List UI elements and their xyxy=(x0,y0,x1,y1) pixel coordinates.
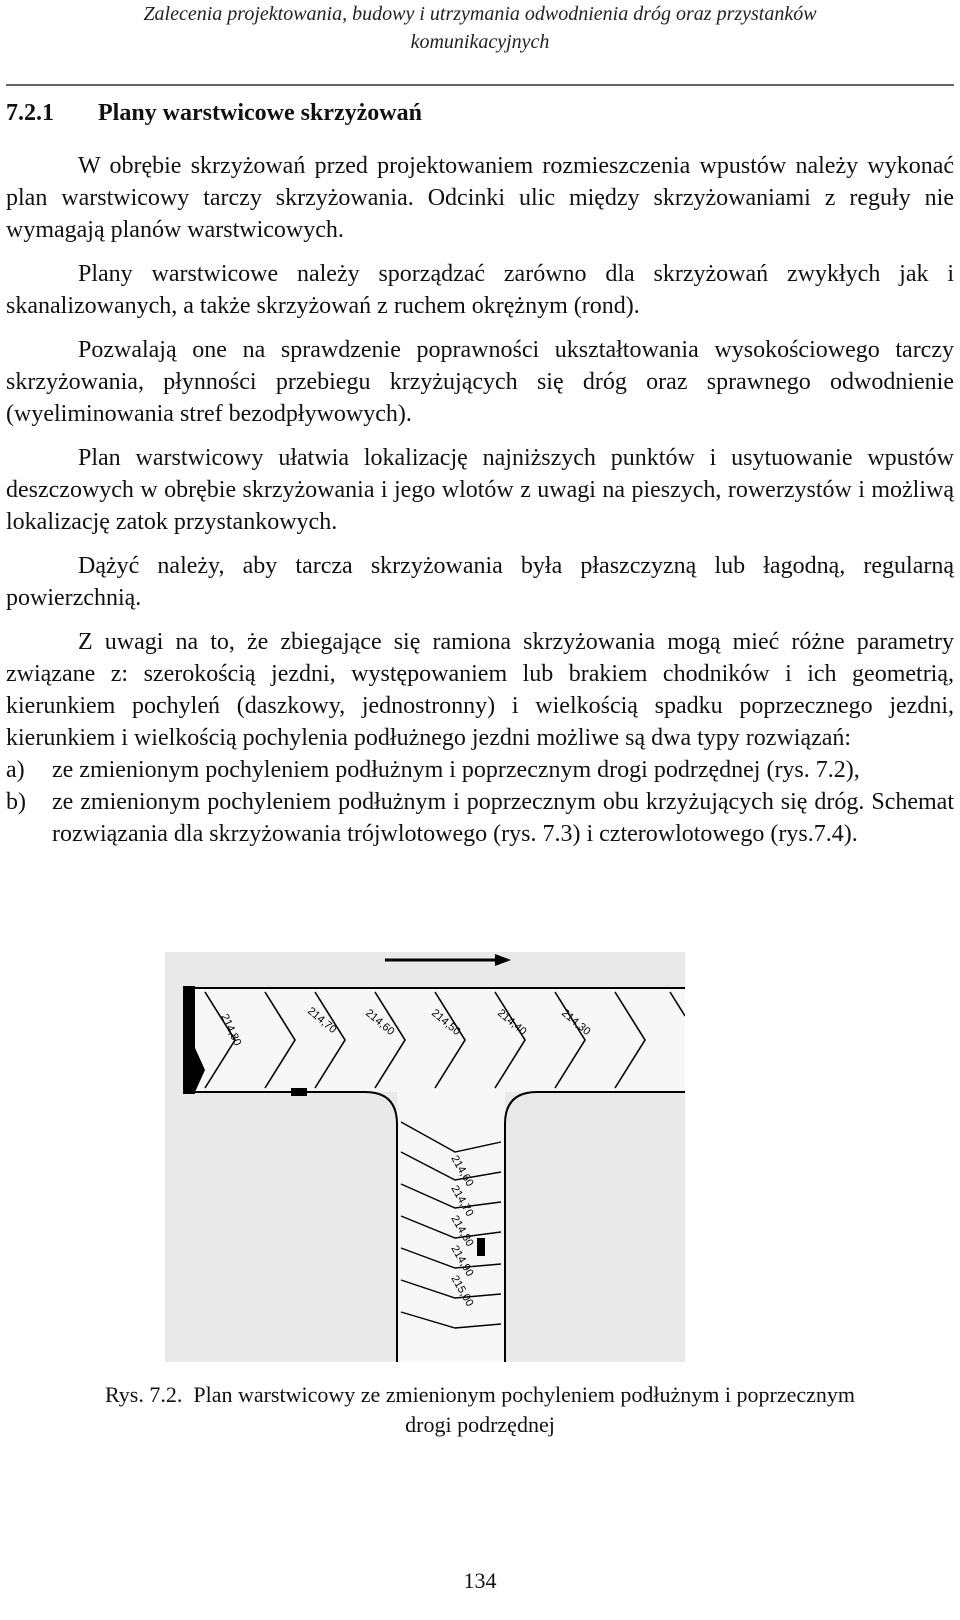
running-header-line2: komunikacyjnych xyxy=(410,31,550,53)
caption-line2: drogi podrzędnej xyxy=(405,1412,555,1437)
header-divider xyxy=(6,84,954,86)
elevation-label: 214,40 xyxy=(495,1007,529,1038)
paragraph: Plany warstwicowe należy sporządzać zarówno dla skrzyżowań zwykłych jak i skanalizowanych, a także skrzyżowań z ruchem okrężnym (rond). xyxy=(6,261,954,319)
contour-plan-drawing xyxy=(165,952,685,1362)
caption-line1: Plan warstwicowy ze zmienionym pochyleniem podłużnym i poprzecznym xyxy=(193,1382,855,1407)
main-road xyxy=(189,988,685,1092)
elevation-label: 214,30 xyxy=(559,1007,593,1038)
paragraph: Plan warstwicowy ułatwia lokalizację najniższych punktów i usytuowanie wpustów deszczowych w obrębie skrzyżowania i jego wlotów z uwagi na pieszych, rowerzystów i możliwą lokalizację zatok przystankowych. xyxy=(6,445,954,535)
elevation-label: 214,80 xyxy=(448,1213,476,1249)
caption-label: Rys. 7.2. xyxy=(104,1382,183,1407)
elevation-label: 214,70 xyxy=(448,1183,476,1219)
list-item-text: ze zmienionym pochyleniem podłużnym i poprzecznym drogi podrzędnej (rys. 7.2), xyxy=(52,757,860,783)
inlet-marker xyxy=(477,1238,485,1256)
list-item xyxy=(6,786,954,850)
list-item-text: ze zmienionym pochyleniem podłużnym i poprzecznym obu krzyżujących się dróg. Schemat rozwiązania dla skrzyżowania trójwlotowego (rys. 7.3) i czterowlotowego (rys.7.4). xyxy=(52,789,954,847)
elevation-label: 214,90 xyxy=(448,1243,476,1279)
elevation-label: 214,60 xyxy=(363,1007,397,1038)
page-number: 134 xyxy=(463,1568,497,1593)
paragraph: Z uwagi na to, że zbiegające się ramiona skrzyżowania mogą mieć różne parametry związane z: szerokością jezdni, występowaniem lub brakiem chodników i ich geometrią, kierunkiem pochyleń (daszkowy, jednostronny) i wielkością spadku poprzecznego jezdni, kierunkiem i wielkością pochylenia podłużnego jezdni możliwe są dwa typy rozwiązań: xyxy=(6,629,954,751)
section-number: 7.2.1 xyxy=(6,100,54,126)
road-end-marker xyxy=(183,986,195,1094)
section-heading xyxy=(6,98,422,128)
elevation-label: 214,70 xyxy=(305,1005,339,1036)
list-marker: b) xyxy=(6,789,26,815)
solution-list xyxy=(6,754,954,850)
body-text xyxy=(6,150,954,850)
list-marker: a) xyxy=(6,757,25,783)
elevation-label: 214,50 xyxy=(429,1007,463,1038)
running-header xyxy=(0,0,960,60)
side-road xyxy=(397,1092,505,1362)
contour-plan-figure xyxy=(165,952,685,1362)
paragraph: Pozwalają one na sprawdzenie poprawności ukształtowania wysokościowego tarczy skrzyżowania, płynności przebiegu krzyżujących się dróg oraz sprawnego odwodnienie (wyeliminowania stref bezodpływowych). xyxy=(6,337,954,427)
running-header-line1: Zalecenia projektowania, budowy i utrzymania odwodnienia dróg oraz przystanków xyxy=(143,3,817,25)
list-item xyxy=(6,754,954,786)
paragraph: Dążyć należy, aby tarcza skrzyżowania była płaszczyzną lub łagodną, regularną powierzchnią. xyxy=(6,553,954,611)
inlet-marker xyxy=(291,1088,307,1096)
section-title: Plany warstwicowe skrzyżowań xyxy=(98,100,422,126)
elevation-label: 215,00 xyxy=(448,1273,476,1309)
figure-caption xyxy=(0,1380,960,1440)
elevation-label: 214,80 xyxy=(218,1012,244,1048)
elevation-label: 214,60 xyxy=(448,1153,476,1189)
paragraph: W obrębie skrzyżowań przed projektowaniem rozmieszczenia wpustów należy wykonać plan warstwicowy tarczy skrzyżowania. Odcinki ulic między skrzyżowaniami z reguły nie wymagają planów warstwicowych. xyxy=(6,153,954,243)
